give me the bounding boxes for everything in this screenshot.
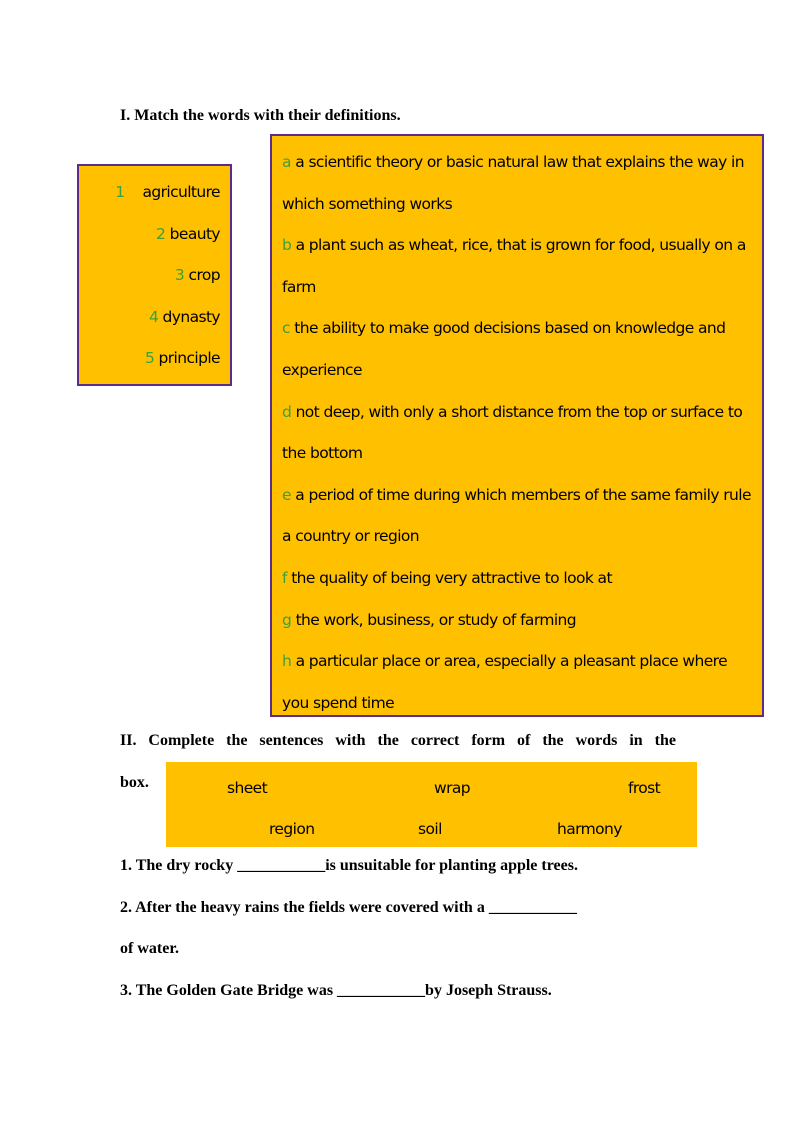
definitions-box	[270, 134, 764, 717]
definition-text: the bottom	[282, 444, 363, 463]
word-text: crop	[188, 266, 220, 284]
sentence-2: 2. After the heavy rains the fields were covered with a ___________	[120, 899, 577, 916]
sentence-3: 3. The Golden Gate Bridge was ___________by Joseph Strauss.	[120, 982, 552, 999]
word-number: 2	[156, 225, 166, 243]
definition-text: not deep, with only a short distance from the top or surface to	[295, 402, 743, 421]
definition-letter: d	[282, 402, 292, 421]
definition-line	[282, 184, 754, 226]
definition-text: a scientific theory or basic natural law that explains the way in	[295, 153, 744, 171]
definition-text: a particular place or area, especially a pleasant place where	[295, 652, 728, 671]
definition-text: which something works	[282, 194, 453, 213]
word-text: beauty	[169, 225, 220, 243]
section2-heading: II. Complete the sentences with the correct form of the words in the	[120, 732, 676, 749]
definition-text: farm	[282, 277, 316, 296]
word-number: 5	[144, 349, 155, 367]
word-item	[156, 225, 220, 243]
definition-line	[282, 683, 754, 717]
sentence-2-continued: of water.	[120, 940, 179, 957]
definition-letter: e	[282, 485, 291, 504]
definition-line	[282, 267, 754, 309]
definition-line	[282, 392, 754, 434]
definition-line	[282, 516, 754, 558]
word-list-box	[77, 164, 232, 386]
definition-letter: f	[282, 568, 287, 587]
word-bank-item: wrap	[434, 779, 470, 797]
definition-text: experience	[282, 360, 362, 379]
word-bank-item: frost	[628, 779, 661, 797]
definition-line	[282, 600, 754, 642]
section1-heading: I. Match the words with their definitions.	[120, 107, 401, 124]
definition-line	[282, 308, 754, 350]
definition-letter: b	[282, 236, 292, 255]
definition-letter: h	[282, 652, 292, 671]
definition-text: a plant such as wheat, rice, that is grown for food, usually on a	[295, 236, 746, 255]
definition-line	[282, 225, 754, 267]
definition-text: the ability to make good decisions based on knowledge and	[294, 319, 726, 338]
definition-text: you spend time	[282, 693, 395, 712]
definition-letter: g	[282, 610, 292, 629]
word-bank-item: region	[269, 820, 315, 838]
definition-text: a period of time during which members of the same family rule	[295, 485, 751, 504]
word-item	[175, 266, 220, 284]
word-bank-item: harmony	[557, 820, 622, 838]
word-number: 4	[148, 308, 159, 326]
word-text: principle	[158, 349, 220, 367]
definition-line	[282, 475, 754, 517]
word-number: 1	[115, 183, 125, 201]
word-number: 3	[174, 266, 185, 284]
definition-text: the work, business, or study of farming	[295, 610, 577, 629]
word-bank-item: soil	[418, 820, 442, 838]
definition-letter: c	[282, 319, 290, 338]
word-text: dynasty	[162, 308, 220, 326]
word-bank-box	[166, 762, 697, 847]
word-item	[149, 308, 220, 326]
definition-line	[282, 433, 754, 475]
section2-heading-continued: box.	[120, 774, 149, 791]
definition-letter: a	[282, 153, 291, 171]
definition-text: the quality of being very attractive to look at	[291, 568, 612, 587]
sentence-1: 1. The dry rocky ___________is unsuitable for planting apple trees.	[120, 857, 578, 874]
word-bank-item: sheet	[227, 779, 268, 797]
definition-line	[282, 142, 754, 184]
definition-text: a country or region	[282, 527, 420, 546]
word-text: agriculture	[142, 183, 220, 201]
word-item	[145, 349, 220, 367]
word-item	[115, 183, 220, 201]
definition-line	[282, 641, 754, 683]
definition-line	[282, 350, 754, 392]
definition-line	[282, 558, 754, 600]
